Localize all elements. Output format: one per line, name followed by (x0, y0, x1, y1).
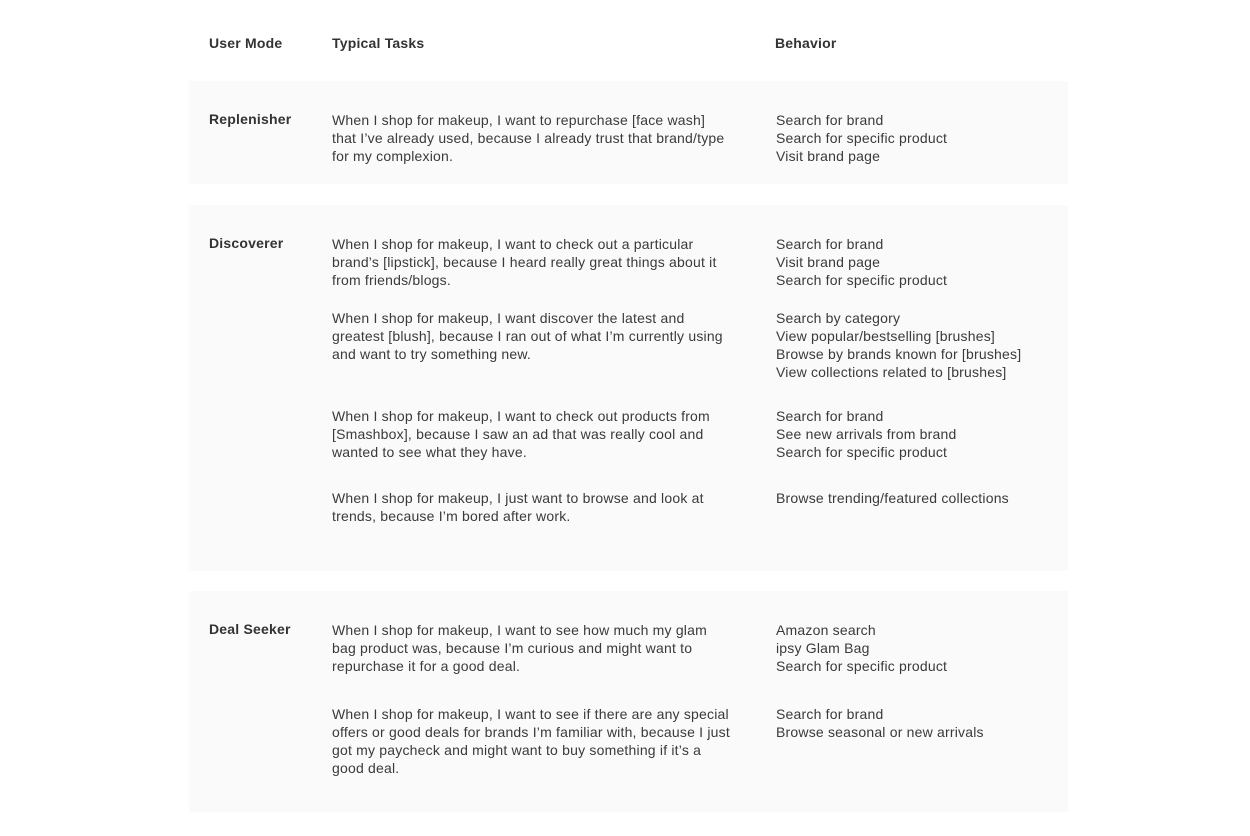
behavior-item: View popular/bestselling [brushes] (776, 328, 996, 344)
group-label: Replenisher (209, 111, 292, 127)
behavior-item: View collections related to [brushes] (776, 364, 1007, 380)
task-text: When I shop for makeup, I want to check out products from [Smashbox], because I saw an ad that was really cool and wanted to see what they have. (332, 408, 710, 460)
behavior-list (776, 111, 1056, 165)
behavior-item: Search for brand (776, 706, 884, 722)
behavior-item: Search by category (776, 310, 901, 326)
behavior-list (776, 621, 1056, 675)
behavior-list (776, 489, 1056, 507)
behavior-list (776, 705, 1056, 741)
group-deal-seeker (189, 591, 1068, 812)
header-user-mode: User Mode (209, 35, 283, 51)
behavior-item: Search for specific product (776, 272, 948, 288)
behavior-item: Visit brand page (776, 254, 881, 270)
behavior-item: Search for brand (776, 112, 884, 128)
behavior-list (776, 235, 1056, 289)
behavior-item: Amazon search (776, 622, 876, 638)
behavior-list (776, 309, 1056, 381)
group-discoverer (189, 205, 1068, 571)
task-text: When I shop for makeup, I want to see how much my glam bag product was, because I’m curious and might want to repurchase it for a good deal. (332, 622, 707, 674)
task-text: When I shop for makeup, I want to check out a particular brand’s [lipstick], because I heard really great things about it from friends/blogs. (332, 236, 717, 288)
behavior-item: ipsy Glam Bag (776, 640, 870, 656)
behavior-item: Search for brand (776, 236, 884, 252)
task-text: When I shop for makeup, I want to repurchase [face wash] that I’ve already used, because I already trust that brand/type for my complexion. (332, 112, 725, 164)
group-replenisher (189, 81, 1068, 184)
behavior-item: Search for specific product (776, 444, 948, 460)
task-text: When I shop for makeup, I want to see if there are any special offers or good deals for brands I’m familiar with, because I just got my paycheck and might want to buy something if it’s a good deal. (332, 706, 730, 776)
task-text: When I shop for makeup, I just want to browse and look at trends, because I’m bored after work. (332, 490, 704, 524)
behavior-item: Browse trending/featured collections (776, 490, 1009, 506)
behavior-item: Browse by brands known for [brushes] (776, 346, 1022, 362)
group-label: Discoverer (209, 235, 284, 251)
behavior-item: See new arrivals from brand (776, 426, 957, 442)
behavior-item: Browse seasonal or new arrivals (776, 724, 984, 740)
behavior-item: Search for specific product (776, 130, 948, 146)
header-typical-tasks: Typical Tasks (332, 35, 425, 51)
task-text: When I shop for makeup, I want discover the latest and greatest [blush], because I ran out of what I’m currently using and want to try something new. (332, 310, 723, 362)
header-behavior: Behavior (775, 35, 837, 51)
behavior-list (776, 407, 1056, 461)
behavior-item: Search for specific product (776, 658, 948, 674)
group-label: Deal Seeker (209, 621, 291, 637)
behavior-item: Search for brand (776, 408, 884, 424)
table-header (0, 35, 1250, 55)
behavior-item: Visit brand page (776, 148, 881, 164)
